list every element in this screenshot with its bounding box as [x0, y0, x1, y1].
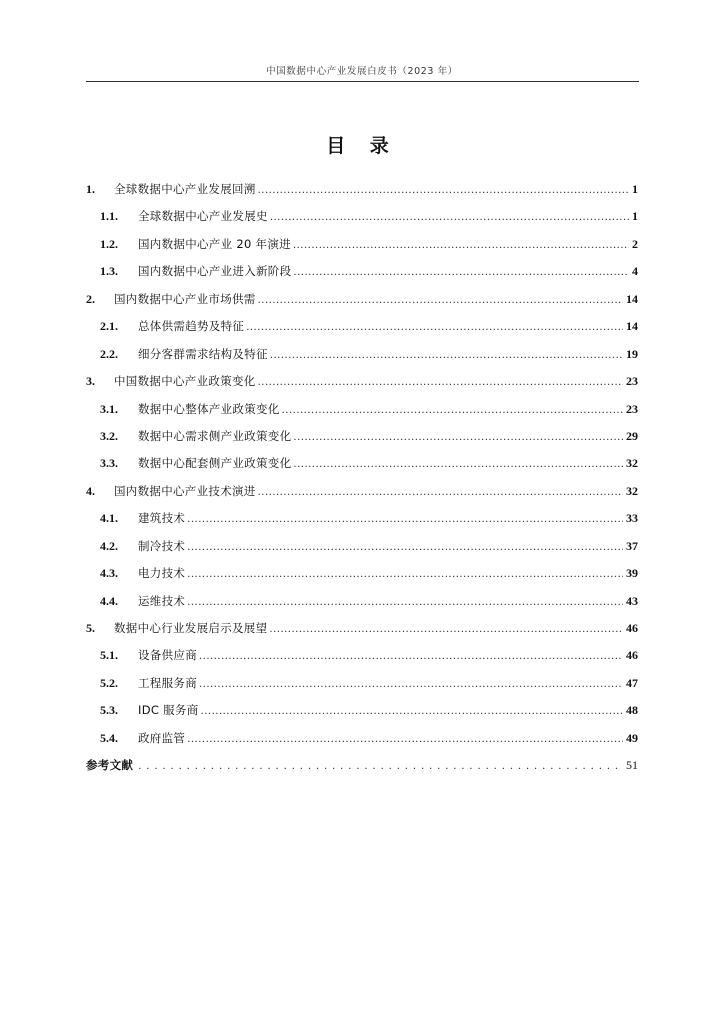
toc-entry-title: 制冷技术 [138, 538, 186, 553]
dot-leader [293, 259, 629, 286]
running-header: 中国数据中心产业发展白皮书（2023 年） [266, 66, 458, 77]
toc-entry-5-1[interactable] [86, 642, 638, 669]
toc-entry-4-2[interactable] [86, 533, 638, 560]
toc-title: 目 录 [326, 135, 398, 157]
toc-entry-3-1[interactable] [86, 396, 638, 423]
toc-entry-title: 数据中心行业发展启示及展望 [114, 621, 268, 635]
dot-leader [187, 589, 623, 616]
toc-entry-number: 1.1. [100, 209, 118, 224]
toc-entry-title: 国内数据中心产业 20 年演进 [138, 236, 291, 251]
toc-entry-page: 14 [626, 291, 638, 306]
dot-leader [199, 643, 623, 670]
toc-entry-title: 建筑技术 [138, 511, 186, 526]
toc-entry-title: 数据中心配套侧产业政策变化 [138, 456, 292, 471]
toc-entry-page: 46 [626, 621, 638, 635]
toc-entry-page: 37 [626, 538, 638, 553]
toc-entry-title: 国内数据中心产业技术演进 [114, 483, 256, 498]
toc-entry-page: 46 [626, 648, 638, 663]
toc-entry-title: 运维技术 [138, 593, 186, 608]
toc-entry-number: 4.3. [100, 566, 118, 581]
toc-entry-number: 2.1. [100, 319, 118, 334]
dot-leader [138, 753, 622, 780]
dot-leader [270, 204, 629, 231]
dot-leader [293, 424, 623, 451]
toc-entry-page: 43 [626, 593, 638, 608]
toc-entry-3-2[interactable] [86, 423, 638, 450]
toc-entry-1-3[interactable] [86, 258, 638, 285]
dot-leader [187, 561, 623, 588]
toc-entry-number: 2. [86, 291, 95, 306]
toc-entry-page: 29 [626, 428, 638, 443]
toc-entry-5-2[interactable] [86, 670, 638, 697]
toc-entry-3-3[interactable] [86, 450, 638, 477]
toc-entry-number: 4.2. [100, 538, 118, 553]
toc-entry-page: 49 [626, 730, 638, 745]
toc-entry-page: 1 [632, 209, 638, 224]
toc-entry-number: 3. [86, 374, 95, 389]
toc-entry-title: 总体供需趋势及特征 [138, 319, 245, 334]
toc-entry-page: 33 [626, 511, 638, 526]
header-rule [86, 81, 639, 82]
dot-leader [246, 314, 623, 341]
toc-entry-title: 设备供应商 [138, 648, 197, 663]
toc-entry-title: 参考文献 [86, 758, 134, 773]
toc-entry-page: 14 [626, 319, 638, 334]
dot-leader [187, 726, 623, 753]
toc-entry-5-4[interactable] [86, 725, 638, 752]
toc-entry-number: 1.2. [100, 236, 118, 251]
toc-entry-number: 5.4. [100, 730, 118, 745]
toc-entry-title: 细分客群需求结构及特征 [138, 346, 268, 361]
toc-entry-number: 5.2. [100, 675, 118, 690]
toc-entry-title: 中国数据中心产业政策变化 [114, 374, 256, 389]
dot-leader [258, 369, 623, 396]
dot-leader [187, 534, 623, 561]
toc-entry-number: 3.3. [100, 456, 118, 471]
dot-leader [201, 698, 623, 725]
dot-leader [258, 479, 623, 506]
toc-entry-page: 23 [626, 374, 638, 389]
toc-entry-4-4[interactable] [86, 588, 638, 615]
toc-entry-number: 3.1. [100, 401, 118, 416]
toc-entry-page: 1 [632, 182, 638, 196]
toc-entry-1-1[interactable] [86, 203, 638, 230]
dot-leader [199, 671, 623, 698]
toc-entry-4[interactable] [86, 478, 638, 505]
dot-leader [269, 616, 623, 643]
toc-entry-number: 4.4. [100, 593, 118, 608]
toc-entry-title: 政府监管 [138, 730, 186, 745]
toc-entry-2-2[interactable] [86, 341, 638, 368]
toc-entry-number: 5. [86, 621, 95, 635]
toc-entry-number: 1. [86, 182, 95, 196]
toc-entry-title: 工程服务商 [138, 675, 197, 690]
toc-entry-title: 全球数据中心产业发展史 [138, 209, 268, 224]
toc-entry-4-1[interactable] [86, 505, 638, 532]
toc-entry-page: 47 [626, 675, 638, 690]
toc-entry-title: 国内数据中心产业市场供需 [114, 291, 256, 306]
dot-leader [258, 287, 623, 314]
toc-entry-1[interactable] [86, 176, 638, 203]
toc-entry-page: 19 [626, 346, 638, 361]
toc-entry-title: 全球数据中心产业发展回溯 [114, 182, 256, 196]
toc-entry-title: 数据中心整体产业政策变化 [138, 401, 280, 416]
dot-leader [282, 397, 623, 424]
toc-entry-number: 5.1. [100, 648, 118, 663]
toc-entry-references[interactable] [86, 752, 638, 779]
table-of-contents [86, 176, 638, 780]
toc-entry-5[interactable] [86, 615, 638, 642]
toc-entry-page: 51 [626, 758, 638, 773]
toc-entry-title: IDC 服务商 [138, 703, 199, 718]
dot-leader [293, 232, 629, 259]
toc-entry-title: 数据中心需求侧产业政策变化 [138, 428, 292, 443]
dot-leader [293, 451, 623, 478]
toc-entry-number: 3.2. [100, 428, 118, 443]
dot-leader [270, 342, 623, 369]
toc-entry-page: 32 [626, 483, 638, 498]
toc-entry-number: 1.3. [100, 264, 118, 279]
toc-entry-page: 23 [626, 401, 638, 416]
toc-entry-page: 48 [626, 703, 638, 718]
toc-entry-2[interactable] [86, 286, 638, 313]
toc-entry-2-1[interactable] [86, 313, 638, 340]
toc-entry-title: 国内数据中心产业进入新阶段 [138, 264, 292, 279]
toc-entry-page: 32 [626, 456, 638, 471]
toc-entry-page: 4 [632, 264, 638, 279]
toc-entry-number: 2.2. [100, 346, 118, 361]
toc-entry-number: 4.1. [100, 511, 118, 526]
toc-entry-5-3[interactable] [86, 697, 638, 724]
toc-entry-4-3[interactable] [86, 560, 638, 587]
toc-entry-1-2[interactable] [86, 231, 638, 258]
toc-entry-3[interactable] [86, 368, 638, 395]
toc-entry-page: 39 [626, 566, 638, 581]
toc-entry-number: 4. [86, 483, 95, 498]
dot-leader [258, 177, 629, 204]
toc-entry-page: 2 [632, 236, 638, 251]
toc-entry-number: 5.3. [100, 703, 118, 718]
toc-entry-title: 电力技术 [138, 566, 186, 581]
dot-leader [187, 506, 623, 533]
